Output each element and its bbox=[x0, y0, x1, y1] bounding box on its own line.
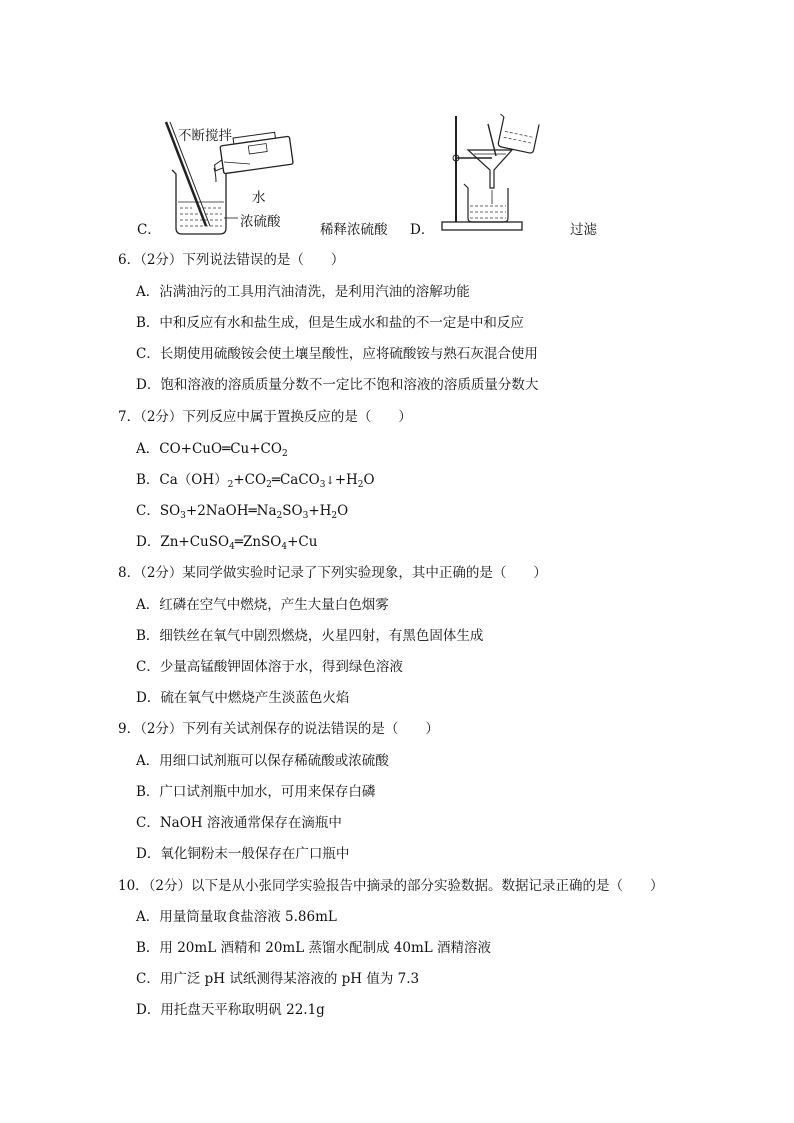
figure-c-caption: 稀释浓硫酸 bbox=[320, 222, 388, 238]
question-8-option-c: C．少量高锰酸钾固体溶于水，得到绿色溶液 bbox=[136, 659, 403, 675]
question-10-option-c: C．用广泛 pH 试纸测得某溶液的 pH 值为 7.3 bbox=[136, 971, 420, 987]
question-6-stem: 6．（2分）下列说法错误的是（ ） bbox=[118, 252, 345, 268]
question-6-option-c: C．长期使用硫酸铵会使土壤呈酸性，应将硫酸铵与熟石灰混合使用 bbox=[136, 346, 538, 362]
question-6-option-b: B．中和反应有水和盐生成，但是生成水和盐的不一定是中和反应 bbox=[136, 315, 524, 331]
stir-label: 不断搅拌 bbox=[178, 128, 232, 144]
water-label: 水 bbox=[252, 190, 266, 206]
question-8-stem: 8．（2分）某同学做实验时记录了下列实验现象，其中正确的是（ ） bbox=[118, 565, 547, 581]
question-7-stem: 7．（2分）下列反应中属于置换反应的是（ ） bbox=[118, 409, 412, 425]
figure-c-label: C． bbox=[137, 222, 161, 238]
question-9-stem: 9．（2分）下列有关试剂保存的说法错误的是（ ） bbox=[118, 721, 439, 737]
question-6-option-a: A．沾满油污的工具用汽油清洗，是利用汽油的溶解功能 bbox=[136, 284, 470, 300]
question-10-stem: 10．（2分）以下是从小张同学实验报告中摘录的部分实验数据。数据记录正确的是（ ） bbox=[118, 878, 664, 894]
question-8-option-b: B．细铁丝在氧气中剧烈燃烧，火星四射，有黑色固体生成 bbox=[136, 628, 484, 644]
figure-d-label: D． bbox=[410, 222, 435, 238]
filtration-illustration bbox=[438, 112, 548, 237]
question-9-option-a: A．用细口试剂瓶可以保存稀硫酸或浓硫酸 bbox=[136, 753, 389, 769]
question-7-option-c: C．$SO_3+2NaOH═Na_2SO_3+H_2O$ bbox=[136, 503, 349, 521]
question-9-option-b: B．广口试剂瓶中加水，可用来保存白磷 bbox=[136, 784, 376, 800]
question-10-option-d: D．用托盘天平称取明矾 22.1g bbox=[136, 1002, 325, 1018]
question-9-option-c: C．NaOH 溶液通常保存在滴瓶中 bbox=[136, 815, 342, 831]
acid-label: 浓硫酸 bbox=[240, 214, 281, 230]
question-9-option-d: D．氧化铜粉末一般保存在广口瓶中 bbox=[136, 846, 350, 862]
question-8-option-d: D．硫在氧气中燃烧产生淡蓝色火焰 bbox=[136, 690, 350, 706]
question-7-option-a: A．$CO+CuO═Cu+CO_2$ bbox=[136, 441, 288, 459]
question-7-option-b: B．$Ca(OH)_2+CO_2═CaCO_3↓+H_2O$ bbox=[136, 472, 375, 490]
question-7-option-d: D．Zn+CuSO$_4$═ZnSO$_4$+Cu bbox=[136, 534, 318, 552]
figure-d-caption: 过滤 bbox=[570, 222, 597, 238]
figure-row bbox=[0, 110, 794, 245]
question-10-option-a: A．用量筒量取食盐溶液 5.86mL bbox=[136, 909, 337, 925]
question-8-option-a: A．红磷在空气中燃烧，产生大量白色烟雾 bbox=[136, 597, 389, 613]
question-10-option-b: B．用 20mL 酒精和 20mL 蒸馏水配制成 40mL 酒精溶液 bbox=[136, 940, 492, 956]
question-6-option-d: D．饱和溶液的溶质质量分数不一定比不饱和溶液的溶质质量分数大 bbox=[136, 377, 539, 393]
